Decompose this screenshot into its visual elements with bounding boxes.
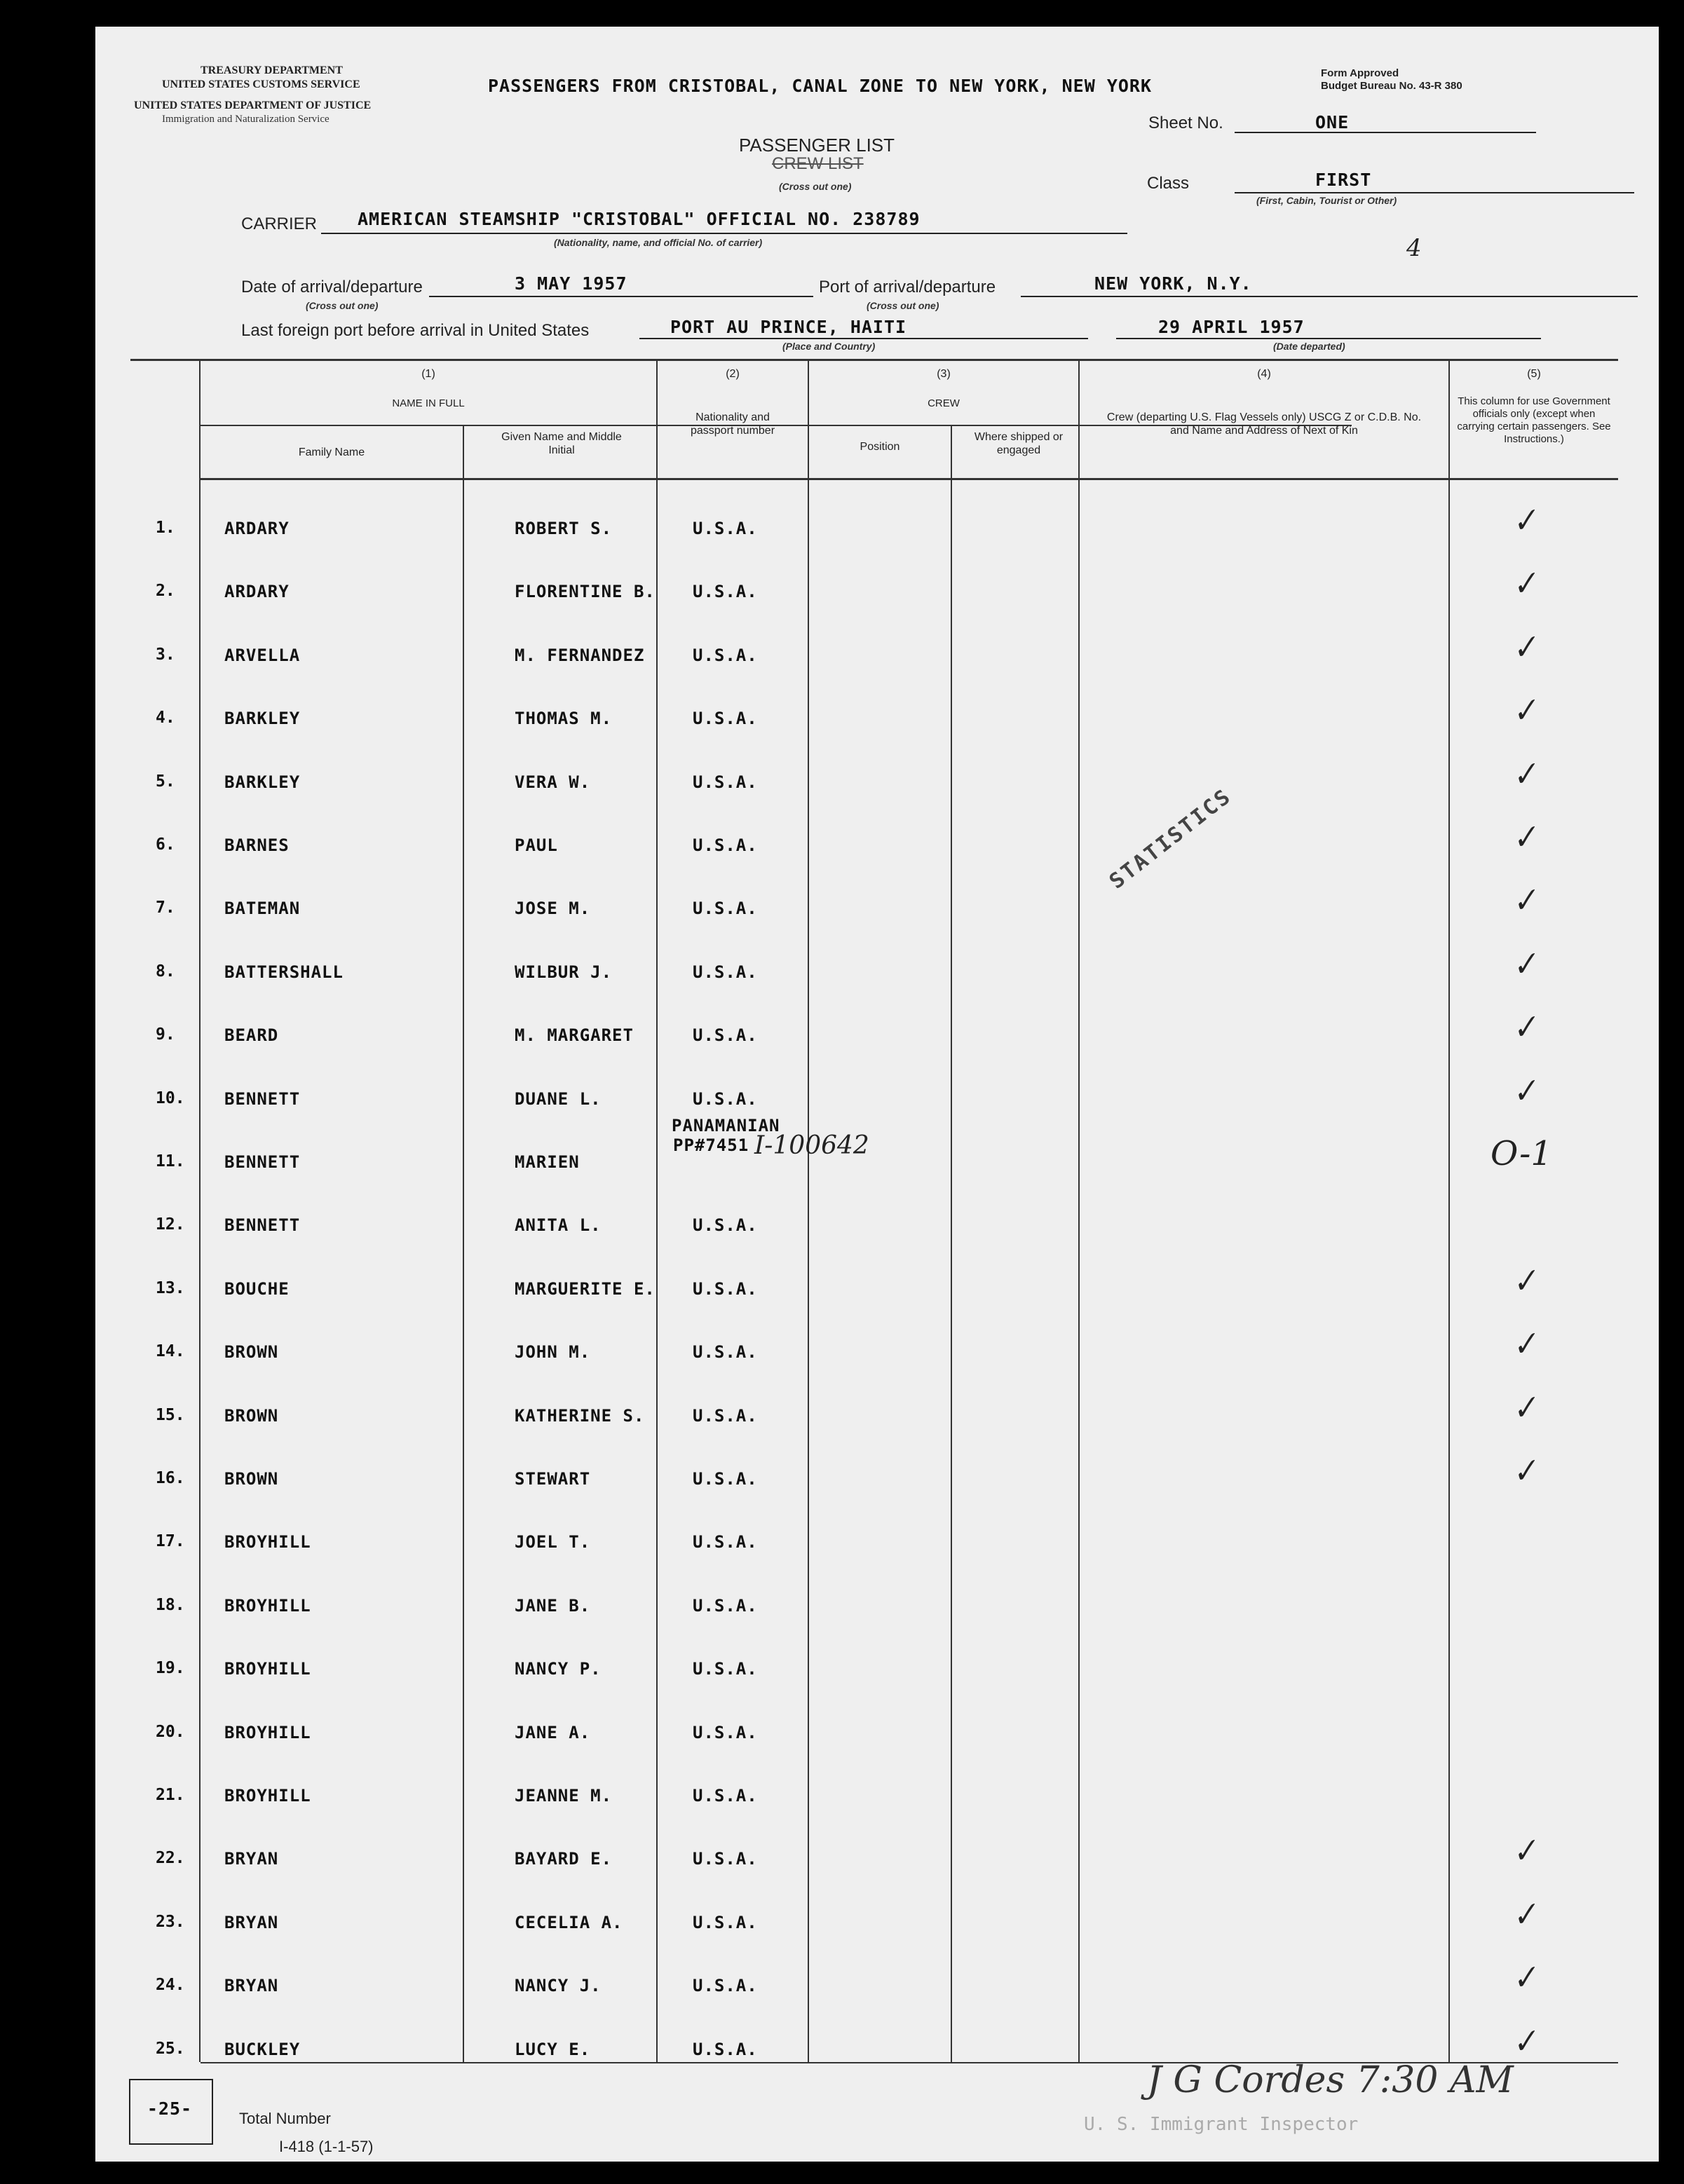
last-port-value: PORT AU PRINCE, HAITI xyxy=(670,317,907,337)
row-number: 18. xyxy=(156,1596,185,1614)
row-number: 1. xyxy=(156,519,175,537)
family-name: BUCKLEY xyxy=(224,2040,301,2059)
row-number: 21. xyxy=(156,1786,185,1804)
col1-number: (1) xyxy=(421,368,435,380)
row-number: 23. xyxy=(156,1913,185,1931)
last-port-label: Last foreign port before arrival in United States xyxy=(241,321,590,340)
row-number: 6. xyxy=(156,835,175,854)
port-value: NEW YORK, N.Y. xyxy=(1094,273,1252,294)
nationality: U.S.A. xyxy=(693,1786,758,1806)
family-name: BROWN xyxy=(224,1469,279,1489)
family-name: BRYAN xyxy=(224,1976,279,1995)
col-rule-3 xyxy=(808,359,809,2062)
nationality: U.S.A. xyxy=(693,1279,758,1299)
nationality: U.S.A. xyxy=(693,519,758,538)
official-check-mark: ✓ xyxy=(1508,880,1541,922)
col4-title: Crew (departing U.S. Flag Vessels only) USCG Z or C.D.B. No. and Name and Address of Next of Kin xyxy=(1106,411,1422,437)
nationality: U.S.A. xyxy=(693,1089,758,1109)
family-name: BOUCHE xyxy=(224,1279,290,1299)
nationality: U.S.A. xyxy=(693,582,758,601)
date-underline xyxy=(429,296,813,297)
official-check-mark: ✓ xyxy=(1508,1388,1541,1429)
passport-number: PP#7451 xyxy=(673,1135,749,1155)
col-rule-5 xyxy=(1078,359,1080,2062)
official-check-mark: O-1 xyxy=(1491,1134,1552,1173)
given-name: FLORENTINE B. xyxy=(515,582,656,601)
inspector-signature: J G Cordes 7:30 AM xyxy=(1147,2059,1514,2101)
row-number: 8. xyxy=(156,962,175,981)
official-check-mark: ✓ xyxy=(1508,500,1541,542)
official-check-mark: ✓ xyxy=(1508,944,1541,985)
col2-number: (2) xyxy=(726,368,740,380)
family-name: BARNES xyxy=(224,835,290,855)
col3-number: (3) xyxy=(937,368,951,380)
official-check-mark: ✓ xyxy=(1508,627,1541,669)
total-value: -25- xyxy=(147,2098,193,2119)
given-name: JOEL T. xyxy=(515,1532,591,1552)
col-rule-0 xyxy=(199,359,201,2062)
date-value: 3 MAY 1957 xyxy=(515,273,627,294)
family-name: BRYAN xyxy=(224,1849,279,1869)
row-number: 9. xyxy=(156,1025,175,1044)
carrier-hint: (Nationality, name, and official No. of carrier) xyxy=(554,237,763,248)
carrier-underline xyxy=(321,233,1127,234)
nationality: U.S.A. xyxy=(693,899,758,918)
sheet-label: Sheet No. xyxy=(1148,114,1223,132)
last-port-underline xyxy=(639,338,1088,339)
given-name: JOHN M. xyxy=(515,1342,591,1362)
official-check-mark: ✓ xyxy=(1508,1261,1541,1302)
nationality: U.S.A. xyxy=(693,1342,758,1362)
given-name: BAYARD E. xyxy=(515,1849,613,1869)
sheet-value: ONE xyxy=(1315,112,1350,132)
family-name: BROYHILL xyxy=(224,1723,311,1742)
given-name: KATHERINE S. xyxy=(515,1406,645,1426)
family-name: BROYHILL xyxy=(224,1532,311,1552)
budget-bureau: Budget Bureau No. 43-R 380 xyxy=(1321,80,1462,92)
port-underline xyxy=(1021,296,1638,297)
nationality: U.S.A. xyxy=(693,709,758,728)
col2-title: Nationality and passport number xyxy=(690,411,775,437)
inspector-label: U. S. Immigrant Inspector xyxy=(1084,2114,1359,2135)
class-value: FIRST xyxy=(1315,170,1372,190)
official-check-mark: ✓ xyxy=(1508,1071,1541,1112)
col1a-title: Family Name xyxy=(298,446,365,458)
dept-treasury: TREASURY DEPARTMENT xyxy=(201,64,343,76)
nationality: U.S.A. xyxy=(693,1976,758,1995)
col4-number: (4) xyxy=(1257,368,1271,380)
official-check-mark: ✓ xyxy=(1508,564,1541,605)
row-number: 25. xyxy=(156,2040,185,2058)
family-name: BARKLEY xyxy=(224,709,301,728)
row-number: 13. xyxy=(156,1279,185,1297)
official-check-mark: ✓ xyxy=(1508,754,1541,796)
family-name: BATEMAN xyxy=(224,899,301,918)
given-name: NANCY J. xyxy=(515,1976,602,1995)
row-number: 7. xyxy=(156,899,175,917)
sheet-underline xyxy=(1235,132,1536,133)
given-name: ANITA L. xyxy=(515,1215,602,1235)
nationality: U.S.A. xyxy=(693,962,758,982)
col5-number: (5) xyxy=(1527,368,1541,380)
family-name: BEARD xyxy=(224,1025,279,1045)
alien-registration-number: I-100642 xyxy=(754,1131,869,1160)
col-rule-1 xyxy=(463,425,464,2062)
date-label: Date of arrival/departure xyxy=(241,278,423,296)
family-name: ARDARY xyxy=(224,519,290,538)
form-approved: Form Approved xyxy=(1321,67,1399,79)
family-name: BARKLEY xyxy=(224,772,301,792)
departed-value: 29 APRIL 1957 xyxy=(1158,317,1305,337)
family-name: BROYHILL xyxy=(224,1596,311,1616)
family-name: BENNETT xyxy=(224,1152,301,1172)
given-name: MARGUERITE E. xyxy=(515,1279,656,1299)
crew-list-struck: CREW LIST xyxy=(772,154,864,173)
given-name: JEANNE M. xyxy=(515,1786,613,1806)
dept-ins: Immigration and Naturalization Service xyxy=(162,114,330,125)
given-name: THOMAS M. xyxy=(515,709,613,728)
statistics-stamp: STATISTICS xyxy=(1105,784,1237,894)
row-number: 3. xyxy=(156,646,175,664)
nationality: U.S.A. xyxy=(693,1659,758,1679)
given-name: MARIEN xyxy=(515,1152,580,1172)
nationality: PANAMANIAN xyxy=(672,1116,780,1135)
row-number: 20. xyxy=(156,1723,185,1741)
carrier-value: AMERICAN STEAMSHIP "CRISTOBAL" OFFICIAL NO. 238789 xyxy=(358,209,921,229)
form-number: I-418 (1-1-57) xyxy=(279,2138,374,2155)
family-name: BROWN xyxy=(224,1342,279,1362)
nationality: U.S.A. xyxy=(693,1849,758,1869)
nationality: U.S.A. xyxy=(693,1406,758,1426)
official-check-mark: ✓ xyxy=(1508,1007,1541,1049)
port-label: Port of arrival/departure xyxy=(819,278,996,296)
given-name: LUCY E. xyxy=(515,2040,591,2059)
official-check-mark: ✓ xyxy=(1508,690,1541,732)
class-label: Class xyxy=(1147,174,1190,193)
family-name: BATTERSHALL xyxy=(224,962,344,982)
corner-mark: 4 xyxy=(1406,234,1422,262)
cross-out-note: (Cross out one) xyxy=(779,181,852,192)
departed-underline xyxy=(1116,338,1541,339)
nationality: U.S.A. xyxy=(693,1596,758,1616)
official-check-mark: ✓ xyxy=(1508,817,1541,859)
row-number: 22. xyxy=(156,1849,185,1867)
family-name: BROYHILL xyxy=(224,1786,311,1806)
row-number: 16. xyxy=(156,1469,185,1487)
nationality: U.S.A. xyxy=(693,2040,758,2059)
row-number: 15. xyxy=(156,1406,185,1424)
total-label: Total Number xyxy=(239,2110,331,2127)
official-check-mark: ✓ xyxy=(1508,1831,1541,1872)
col-rule-4 xyxy=(951,425,952,2062)
official-check-mark: ✓ xyxy=(1508,1958,1541,1999)
nationality: U.S.A. xyxy=(693,1025,758,1045)
class-underline xyxy=(1235,192,1634,193)
row-number: 11. xyxy=(156,1152,185,1171)
nationality: U.S.A. xyxy=(693,1215,758,1235)
given-name: WILBUR J. xyxy=(515,962,613,982)
given-name: VERA W. xyxy=(515,772,591,792)
col3-title: CREW xyxy=(928,397,960,409)
official-check-mark: ✓ xyxy=(1508,1895,1541,1936)
nationality: U.S.A. xyxy=(693,1723,758,1742)
nationality: U.S.A. xyxy=(693,646,758,665)
family-name: BROWN xyxy=(224,1406,279,1426)
row-number: 24. xyxy=(156,1976,185,1994)
official-check-mark: ✓ xyxy=(1508,1324,1541,1365)
col1-title: NAME IN FULL xyxy=(392,397,465,409)
row-number: 19. xyxy=(156,1659,185,1677)
col3a-title: Position xyxy=(860,441,900,453)
given-name: DUANE L. xyxy=(515,1089,602,1109)
given-name: ROBERT S. xyxy=(515,519,613,538)
given-name: JOSE M. xyxy=(515,899,591,918)
official-check-mark: ✓ xyxy=(1508,1451,1541,1492)
cross-out-note-2: (Cross out one) xyxy=(306,300,379,311)
carrier-label: CARRIER xyxy=(241,214,318,233)
row-number: 2. xyxy=(156,582,175,600)
nationality: U.S.A. xyxy=(693,772,758,792)
class-hint: (First, Cabin, Tourist or Other) xyxy=(1256,195,1397,206)
family-name: BENNETT xyxy=(224,1215,301,1235)
given-name: NANCY P. xyxy=(515,1659,602,1679)
header-bottom-rule xyxy=(201,478,1618,480)
nationality: U.S.A. xyxy=(693,1469,758,1489)
row-number: 12. xyxy=(156,1215,185,1234)
row-number: 14. xyxy=(156,1342,185,1360)
given-name: PAUL xyxy=(515,835,558,855)
row-number: 17. xyxy=(156,1532,185,1550)
family-name: BENNETT xyxy=(224,1089,301,1109)
passenger-list-label: PASSENGER LIST xyxy=(739,135,895,156)
col5-title: This column for use Government officials only (except when carrying certain passengers. See Instructions.) xyxy=(1457,395,1611,445)
table-top-rule xyxy=(130,359,1618,361)
given-name: JANE A. xyxy=(515,1723,591,1742)
given-name: STEWART xyxy=(515,1469,591,1489)
cross-out-note-3: (Cross out one) xyxy=(867,300,939,311)
last-port-hint: (Place and Country) xyxy=(782,341,876,352)
departed-hint: (Date departed) xyxy=(1273,341,1345,352)
given-name: M. MARGARET xyxy=(515,1025,634,1045)
col-rule-2 xyxy=(656,359,658,2062)
manifest-title: PASSENGERS FROM CRISTOBAL, CANAL ZONE TO NEW YORK, NEW YORK xyxy=(488,76,1153,96)
family-name: BRYAN xyxy=(224,1913,279,1932)
family-name: BROYHILL xyxy=(224,1659,311,1679)
given-name: M. FERNANDEZ xyxy=(515,646,645,665)
given-name: CECELIA A. xyxy=(515,1913,623,1932)
dept-justice: UNITED STATES DEPARTMENT OF JUSTICE xyxy=(134,100,372,111)
official-check-mark: ✓ xyxy=(1508,2021,1541,2063)
col-rule-6 xyxy=(1448,359,1450,2062)
col3b-title: Where shipped or engaged xyxy=(974,431,1064,456)
col1b-title: Given Name and Middle Initial xyxy=(501,431,622,456)
nationality: U.S.A. xyxy=(693,1532,758,1552)
nationality: U.S.A. xyxy=(693,1913,758,1932)
given-name: JANE B. xyxy=(515,1596,591,1616)
dept-customs: UNITED STATES CUSTOMS SERVICE xyxy=(162,79,360,90)
family-name: ARDARY xyxy=(224,582,290,601)
family-name: ARVELLA xyxy=(224,646,301,665)
row-number: 5. xyxy=(156,772,175,791)
manifest-sheet xyxy=(95,27,1659,2162)
row-number: 4. xyxy=(156,709,175,727)
nationality: U.S.A. xyxy=(693,835,758,855)
row-number: 10. xyxy=(156,1089,185,1107)
